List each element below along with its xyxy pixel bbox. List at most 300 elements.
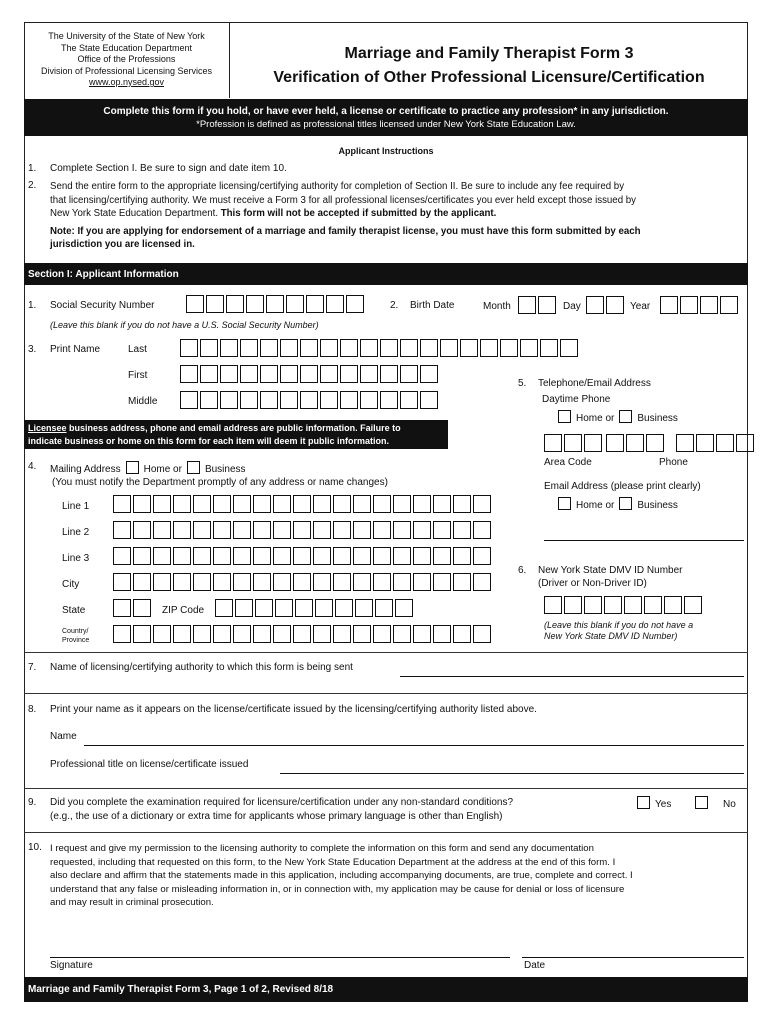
char-box[interactable] xyxy=(233,495,251,513)
char-box[interactable] xyxy=(420,365,438,383)
instr-2-line-2: that licensing/certifying authority. We must receive a Form 3 for all professional licenses/certificates you ever held except those issued by xyxy=(50,194,637,206)
dmv-label: New York State DMV ID Number xyxy=(538,565,683,576)
char-box[interactable] xyxy=(393,495,411,513)
char-box[interactable] xyxy=(606,434,624,452)
char-box[interactable] xyxy=(433,547,451,565)
address-hint: (You must notify the Department promptly of any address or name changes) xyxy=(52,477,388,488)
f7-number: 7. xyxy=(28,662,37,673)
char-box[interactable] xyxy=(380,365,398,383)
birth-date-label: Birth Date xyxy=(410,300,455,311)
ssn-label: Social Security Number xyxy=(50,300,155,311)
address-business-label: Business xyxy=(204,464,246,475)
char-box[interactable] xyxy=(664,596,682,614)
char-box[interactable] xyxy=(340,391,358,409)
affirmation-line-3: also declare and affirm that the statements made in this application, including accompanying documents, are true, complete and correct. I xyxy=(50,870,633,881)
char-box[interactable] xyxy=(433,495,451,513)
affirmation-line-4: understand that any false or misleading information in, or in connection with, my application may be cause for denial or loss of licensure xyxy=(50,883,625,895)
char-box[interactable] xyxy=(346,295,364,313)
dmv-id-boxes[interactable] xyxy=(544,596,704,614)
char-box[interactable] xyxy=(400,391,418,409)
print-name-label: Print Name xyxy=(50,344,101,355)
char-box[interactable] xyxy=(584,596,602,614)
yes-label: Yes xyxy=(655,799,672,810)
char-box[interactable] xyxy=(235,599,253,617)
char-box[interactable] xyxy=(260,365,278,383)
char-box[interactable] xyxy=(295,599,313,617)
char-box[interactable] xyxy=(540,339,558,357)
char-box[interactable] xyxy=(660,296,678,314)
char-box[interactable] xyxy=(564,434,582,452)
char-box[interactable] xyxy=(413,521,431,539)
last-name-label: Last xyxy=(128,344,147,355)
instr-1-number: 1. xyxy=(28,163,37,174)
instructions-title: Applicant Instructions xyxy=(338,146,434,156)
char-box[interactable] xyxy=(626,434,644,452)
char-box[interactable] xyxy=(293,625,311,643)
professional-title-input-line[interactable] xyxy=(280,773,744,774)
country-label: Country/ xyxy=(62,628,89,635)
char-box[interactable] xyxy=(193,521,211,539)
char-box[interactable] xyxy=(453,521,471,539)
date-input-line[interactable] xyxy=(522,957,744,958)
char-box[interactable] xyxy=(400,365,418,383)
char-box[interactable] xyxy=(215,599,233,617)
char-box[interactable] xyxy=(473,625,491,643)
char-box[interactable] xyxy=(113,547,131,565)
char-box[interactable] xyxy=(313,521,331,539)
char-box[interactable] xyxy=(300,339,318,357)
char-box[interactable] xyxy=(260,339,278,357)
char-box[interactable] xyxy=(213,547,231,565)
month-label: Month xyxy=(483,301,511,312)
char-box[interactable] xyxy=(393,573,411,591)
province-label: Province xyxy=(62,637,90,644)
char-box[interactable] xyxy=(193,547,211,565)
char-box[interactable] xyxy=(213,625,231,643)
char-box[interactable] xyxy=(213,573,231,591)
state-label: State xyxy=(62,605,86,616)
char-box[interactable] xyxy=(460,339,478,357)
char-box[interactable] xyxy=(153,573,171,591)
char-box[interactable] xyxy=(500,339,518,357)
char-box[interactable] xyxy=(226,295,244,313)
char-box[interactable] xyxy=(544,596,562,614)
area-code-label: Area Code xyxy=(544,457,592,468)
phone-number-boxes-2[interactable] xyxy=(676,434,756,452)
professional-title-label: Professional title on license/certificate issued xyxy=(50,759,249,770)
char-box[interactable] xyxy=(320,391,338,409)
char-box[interactable] xyxy=(180,365,198,383)
zip-boxes[interactable] xyxy=(215,599,415,617)
last-name-boxes[interactable] xyxy=(180,339,580,357)
divider xyxy=(24,652,748,653)
char-box[interactable] xyxy=(173,521,191,539)
char-box[interactable] xyxy=(453,547,471,565)
public-info-notice xyxy=(24,420,448,449)
char-box[interactable] xyxy=(193,495,211,513)
char-box[interactable] xyxy=(453,573,471,591)
line-3-label: Line 3 xyxy=(62,553,90,564)
char-box[interactable] xyxy=(293,495,311,513)
address-home-checkbox[interactable] xyxy=(126,461,139,474)
char-box[interactable] xyxy=(373,495,391,513)
char-box[interactable] xyxy=(433,625,451,643)
address-line-2-boxes[interactable] xyxy=(113,521,493,539)
char-box[interactable] xyxy=(333,625,351,643)
char-box[interactable] xyxy=(320,365,338,383)
char-box[interactable] xyxy=(440,339,458,357)
no-label: No xyxy=(723,799,736,810)
char-box[interactable] xyxy=(293,547,311,565)
char-box[interactable] xyxy=(420,339,438,357)
char-box[interactable] xyxy=(293,521,311,539)
birth-year-boxes[interactable] xyxy=(660,296,740,314)
address-line-3-boxes[interactable] xyxy=(113,547,493,565)
char-box[interactable] xyxy=(340,339,358,357)
char-box[interactable] xyxy=(413,495,431,513)
mailing-address-label: Mailing Address xyxy=(50,464,121,475)
public-note-line-2: indicate business or home on this form for each item will deem it public information. xyxy=(28,435,390,446)
day-label: Day xyxy=(563,301,581,312)
char-box[interactable] xyxy=(340,365,358,383)
f9-number: 9. xyxy=(28,797,37,808)
char-box[interactable] xyxy=(275,599,293,617)
char-box[interactable] xyxy=(313,625,331,643)
instr-2-number: 2. xyxy=(28,180,37,191)
char-box[interactable] xyxy=(680,296,698,314)
char-box[interactable] xyxy=(213,495,231,513)
char-box[interactable] xyxy=(584,434,602,452)
char-box[interactable] xyxy=(564,596,582,614)
zip-label: ZIP Code xyxy=(162,605,205,616)
char-box[interactable] xyxy=(353,547,371,565)
char-box[interactable] xyxy=(180,391,198,409)
char-box[interactable] xyxy=(133,521,151,539)
char-box[interactable] xyxy=(473,495,491,513)
f1-number: 1. xyxy=(28,300,37,311)
f2-number: 2. xyxy=(390,300,399,311)
char-box[interactable] xyxy=(293,573,311,591)
address-business-checkbox[interactable] xyxy=(187,461,200,474)
char-box[interactable] xyxy=(413,625,431,643)
char-box[interactable] xyxy=(333,521,351,539)
char-box[interactable] xyxy=(313,573,331,591)
first-name-boxes[interactable] xyxy=(180,365,440,383)
divider xyxy=(24,693,748,694)
authority-label: Name of licensing/certifying authority to which this form is being sent xyxy=(50,662,353,673)
instr-1-text: Complete Section I. Be sure to sign and date item 10. xyxy=(50,163,287,174)
section-1-header: Section I: Applicant Information xyxy=(24,263,748,285)
middle-name-label: Middle xyxy=(128,396,158,407)
char-box[interactable] xyxy=(393,625,411,643)
char-box[interactable] xyxy=(273,625,291,643)
email-business-label: Business xyxy=(637,500,678,511)
license-name-instruction: Print your name as it appears on the license/certificate issued by the licensing/certifying authority listed above. xyxy=(50,704,537,715)
char-box[interactable] xyxy=(233,547,251,565)
divider xyxy=(24,832,748,833)
char-box[interactable] xyxy=(200,365,218,383)
char-box[interactable] xyxy=(413,547,431,565)
char-box[interactable] xyxy=(480,339,498,357)
char-box[interactable] xyxy=(253,625,271,643)
f5-number: 5. xyxy=(518,378,527,389)
line-2-label: Line 2 xyxy=(62,527,90,538)
email-business-checkbox[interactable] xyxy=(619,497,632,510)
char-box[interactable] xyxy=(113,599,131,617)
char-box[interactable] xyxy=(393,547,411,565)
f4-number: 4. xyxy=(28,461,37,472)
address-line-1-boxes[interactable] xyxy=(113,495,493,513)
char-box[interactable] xyxy=(315,599,333,617)
char-box[interactable] xyxy=(286,295,304,313)
char-box[interactable] xyxy=(253,547,271,565)
char-box[interactable] xyxy=(360,391,378,409)
licensee-word: Licensee xyxy=(28,423,67,433)
char-box[interactable] xyxy=(220,339,238,357)
char-box[interactable] xyxy=(676,434,694,452)
signature-label: Signature xyxy=(50,960,93,971)
char-box[interactable] xyxy=(473,521,491,539)
char-box[interactable] xyxy=(200,391,218,409)
yes-checkbox[interactable] xyxy=(637,796,650,809)
char-box[interactable] xyxy=(273,573,291,591)
char-box[interactable] xyxy=(353,495,371,513)
char-box[interactable] xyxy=(113,521,131,539)
middle-name-boxes[interactable] xyxy=(180,391,440,409)
char-box[interactable] xyxy=(624,596,642,614)
char-box[interactable] xyxy=(273,521,291,539)
signature-input-line[interactable] xyxy=(50,957,510,958)
char-box[interactable] xyxy=(306,295,324,313)
char-box[interactable] xyxy=(240,391,258,409)
char-box[interactable] xyxy=(260,391,278,409)
char-box[interactable] xyxy=(544,434,562,452)
char-box[interactable] xyxy=(193,625,211,643)
char-box[interactable] xyxy=(113,495,131,513)
char-box[interactable] xyxy=(353,625,371,643)
char-box[interactable] xyxy=(313,547,331,565)
org-line-3: Office of the Professions xyxy=(77,54,176,64)
char-box[interactable] xyxy=(700,296,718,314)
city-label: City xyxy=(62,579,80,590)
char-box[interactable] xyxy=(373,547,391,565)
daytime-phone-label: Daytime Phone xyxy=(542,394,611,405)
char-box[interactable] xyxy=(333,495,351,513)
org-line-4: Division of Professional Licensing Services xyxy=(40,65,213,76)
char-box[interactable] xyxy=(220,391,238,409)
affirmation-line-2: requested, including that requested on this form, to the New York State Education Department at the address at the end of this form. I xyxy=(50,856,616,868)
date-label: Date xyxy=(524,960,546,971)
no-checkbox[interactable] xyxy=(695,796,708,809)
banner-line-1: Complete this form if you hold, or have ever held, a license or certificate to practice any profession* in any jurisdiction. xyxy=(103,106,669,117)
char-box[interactable] xyxy=(173,495,191,513)
email-input-line[interactable] xyxy=(544,540,744,541)
char-box[interactable] xyxy=(173,625,191,643)
char-box[interactable] xyxy=(280,365,298,383)
char-box[interactable] xyxy=(173,573,191,591)
char-box[interactable] xyxy=(646,434,664,452)
char-box[interactable] xyxy=(333,547,351,565)
dmv-hint-1: (Leave this blank if you do not have a xyxy=(544,620,694,630)
authority-input-line[interactable] xyxy=(400,676,744,677)
char-box[interactable] xyxy=(333,573,351,591)
phone-business-checkbox[interactable] xyxy=(619,410,632,423)
char-box[interactable] xyxy=(606,296,624,314)
city-boxes[interactable] xyxy=(113,573,493,591)
char-box[interactable] xyxy=(560,339,578,357)
char-box[interactable] xyxy=(113,573,131,591)
state-boxes[interactable] xyxy=(113,599,153,617)
char-box[interactable] xyxy=(233,521,251,539)
form-title: Marriage and Family Therapist Form 3 xyxy=(344,45,634,62)
char-box[interactable] xyxy=(720,296,738,314)
char-box[interactable] xyxy=(604,596,622,614)
phone-business-label: Business xyxy=(637,413,678,424)
char-box[interactable] xyxy=(353,521,371,539)
char-box[interactable] xyxy=(153,521,171,539)
char-box[interactable] xyxy=(233,573,251,591)
char-box[interactable] xyxy=(644,596,662,614)
char-box[interactable] xyxy=(433,521,451,539)
char-box[interactable] xyxy=(716,434,734,452)
char-box[interactable] xyxy=(360,365,378,383)
char-box[interactable] xyxy=(240,339,258,357)
license-name-input-line[interactable] xyxy=(84,745,744,746)
ssn-hint: (Leave this blank if you do not have a U.S. Social Security Number) xyxy=(50,320,319,330)
char-box[interactable] xyxy=(133,625,151,643)
char-box[interactable] xyxy=(586,296,604,314)
char-box[interactable] xyxy=(320,339,338,357)
phone-number-boxes[interactable] xyxy=(606,434,666,452)
char-box[interactable] xyxy=(473,573,491,591)
email-home-checkbox[interactable] xyxy=(558,497,571,510)
public-note-line-1: business address, phone and email address are public information. Failure to xyxy=(66,423,401,433)
char-box[interactable] xyxy=(273,495,291,513)
char-box[interactable] xyxy=(180,339,198,357)
char-box[interactable] xyxy=(253,573,271,591)
footer-bar: Marriage and Family Therapist Form 3, Page 1 of 2, Revised 8/18 xyxy=(24,977,748,1002)
org-line-2: The State Education Department xyxy=(60,42,193,53)
char-box[interactable] xyxy=(133,495,151,513)
phone-home-label: Home or xyxy=(576,413,615,424)
char-box[interactable] xyxy=(133,599,151,617)
instr-2-line-1: Send the entire form to the appropriate licensing/certifying authority for completion of Section II. Be sure to include any fee required by xyxy=(50,181,625,192)
address-home-label: Home or xyxy=(143,464,182,475)
first-name-label: First xyxy=(128,370,148,381)
telephone-email-label: Telephone/Email Address xyxy=(538,378,651,389)
banner xyxy=(24,99,748,136)
line-1-label: Line 1 xyxy=(62,501,90,512)
dmv-sub-label: (Driver or Non-Driver ID) xyxy=(538,578,647,589)
char-box[interactable] xyxy=(255,599,273,617)
char-box[interactable] xyxy=(246,295,264,313)
instr-2-line-3: New York State Education Department. xyxy=(50,208,219,219)
char-box[interactable] xyxy=(220,365,238,383)
char-box[interactable] xyxy=(153,625,171,643)
char-box[interactable] xyxy=(353,573,371,591)
char-box[interactable] xyxy=(335,599,353,617)
char-box[interactable] xyxy=(684,596,702,614)
affirmation-line-1: I request and give my permission to the licensing authority to complete the information on this form and send any documentation xyxy=(50,843,594,854)
char-box[interactable] xyxy=(206,295,224,313)
char-box[interactable] xyxy=(373,625,391,643)
char-box[interactable] xyxy=(213,521,231,539)
phone-home-checkbox[interactable] xyxy=(558,410,571,423)
char-box[interactable] xyxy=(538,296,556,314)
char-box[interactable] xyxy=(395,599,413,617)
header-org-block xyxy=(24,22,230,98)
banner-line-2: *Profession is defined as professional titles licensed under New York State Education Law. xyxy=(196,119,576,130)
birth-month-boxes[interactable] xyxy=(518,296,558,314)
char-box[interactable] xyxy=(266,295,284,313)
char-box[interactable] xyxy=(173,547,191,565)
char-box[interactable] xyxy=(413,573,431,591)
ssn-boxes[interactable] xyxy=(186,295,366,313)
char-box[interactable] xyxy=(300,365,318,383)
email-home-label: Home or xyxy=(576,500,615,511)
char-box[interactable] xyxy=(280,339,298,357)
char-box[interactable] xyxy=(373,521,391,539)
char-box[interactable] xyxy=(518,296,536,314)
char-box[interactable] xyxy=(113,625,131,643)
char-box[interactable] xyxy=(186,295,204,313)
country-boxes[interactable] xyxy=(113,625,493,643)
char-box[interactable] xyxy=(393,521,411,539)
birth-day-boxes[interactable] xyxy=(586,296,626,314)
license-name-label: Name xyxy=(50,731,77,742)
char-box[interactable] xyxy=(375,599,393,617)
area-code-boxes[interactable] xyxy=(544,434,604,452)
char-box[interactable] xyxy=(373,573,391,591)
char-box[interactable] xyxy=(453,625,471,643)
dmv-hint-2: New York State DMV ID Number) xyxy=(544,631,678,641)
char-box[interactable] xyxy=(153,495,171,513)
f10-number: 10. xyxy=(28,842,42,853)
char-box[interactable] xyxy=(200,339,218,357)
char-box[interactable] xyxy=(433,573,451,591)
char-box[interactable] xyxy=(300,391,318,409)
char-box[interactable] xyxy=(253,521,271,539)
char-box[interactable] xyxy=(153,547,171,565)
char-box[interactable] xyxy=(453,495,471,513)
char-box[interactable] xyxy=(133,547,151,565)
char-box[interactable] xyxy=(193,573,211,591)
char-box[interactable] xyxy=(380,339,398,357)
char-box[interactable] xyxy=(280,391,298,409)
char-box[interactable] xyxy=(133,573,151,591)
char-box[interactable] xyxy=(233,625,251,643)
char-box[interactable] xyxy=(696,434,714,452)
char-box[interactable] xyxy=(253,495,271,513)
note-line-1: Note: If you are applying for endorsement of a marriage and family therapist license, you must have this form submitted by each xyxy=(50,225,641,237)
char-box[interactable] xyxy=(326,295,344,313)
char-box[interactable] xyxy=(355,599,373,617)
org-website-link[interactable]: www.op.nysed.gov xyxy=(88,77,165,87)
char-box[interactable] xyxy=(360,339,378,357)
org-line-1: The University of the State of New York xyxy=(48,31,205,41)
char-box[interactable] xyxy=(473,547,491,565)
char-box[interactable] xyxy=(520,339,538,357)
char-box[interactable] xyxy=(313,495,331,513)
year-label: Year xyxy=(630,301,651,312)
char-box[interactable] xyxy=(420,391,438,409)
char-box[interactable] xyxy=(240,365,258,383)
char-box[interactable] xyxy=(273,547,291,565)
char-box[interactable] xyxy=(400,339,418,357)
char-box[interactable] xyxy=(380,391,398,409)
f6-number: 6. xyxy=(518,565,527,576)
char-box[interactable] xyxy=(736,434,754,452)
